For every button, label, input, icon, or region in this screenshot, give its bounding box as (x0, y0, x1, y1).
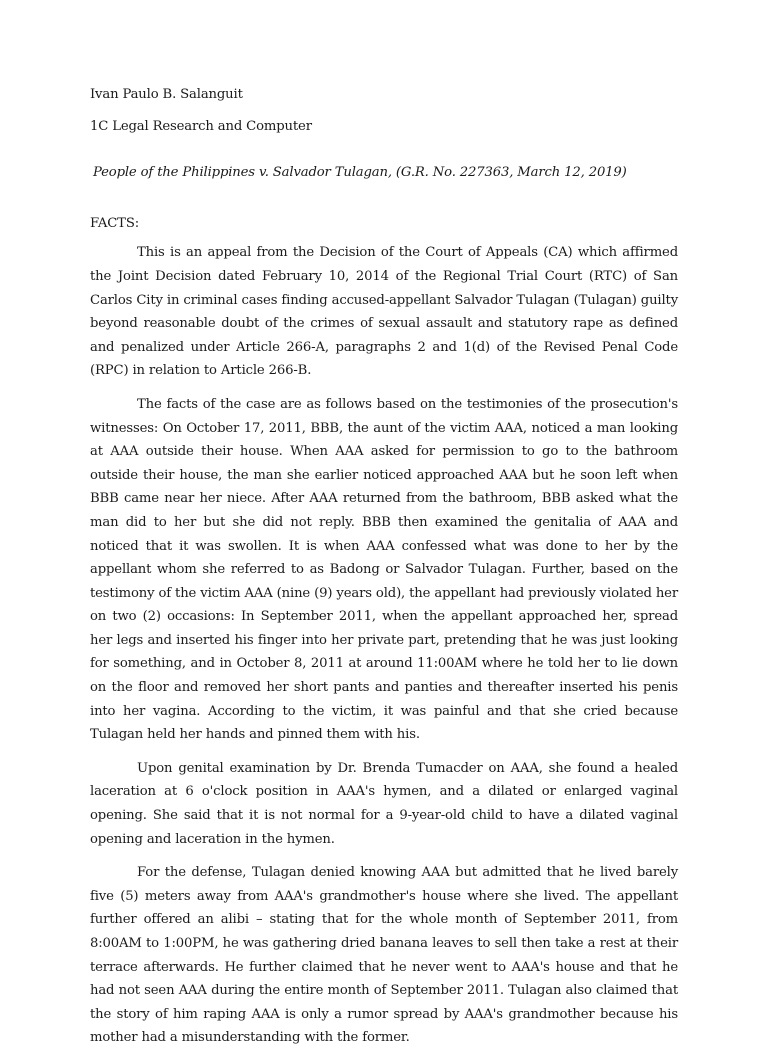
section-heading-facts: FACTS: (90, 215, 139, 231)
paragraph-defense: For the defense, Tulagan denied knowing AAA but admitted that he lived barely five (5) meters away from AAA's grandmother's house where she lived. The appellant further offered an alibi – stating that for the whole month of September 2011, from 8:00AM to 1:00PM, he was gathering dried banana leaves to sell then take a rest at their terrace afterwards. He further claimed that he never went to AAA's house and that he had not seen AAA during the entire month of September 2011. Tulagan also claimed that the story of him raping AAA is only a rumor spread by AAA's grandmother because his mother had a misunderstanding with the former. (90, 865, 678, 1046)
paragraph-prosecution-facts: The facts of the case are as follows based on the testimonies of the prosecution's witnesses: On October 17, 2011, BBB, the aunt of the victim AAA, noticed a man looking at AAA outside their house. When AAA asked for permission to go to the bathroom outside their house, the man she earlier noticed approached AAA but he soon left when BBB came near her niece. After AAA returned from the bathroom, BBB asked what the man did to her but she did not reply. BBB then examined the genitalia of AAA and noticed that it was swollen. It is when AAA confessed what was done to her by the appellant whom she referred to as Badong or Salvador Tulagan. Further, based on the testimony of the victim AAA (nine (9) years old), the appellant had previously violated her on two (2) occasions: In September 2011, when the appellant approached her, spread her legs and inserted his finger into her private part, pretending that he was just looking for something, and in October 8, 2011 at around 11:00AM where he told her to lie down on the floor and removed her short pants and panties and thereafter inserted his penis into her vagina. According to the victim, it was painful and that she cried because Tulagan held her hands and pinned them with his. (90, 396, 678, 743)
paragraph-appeal: This is an appeal from the Decision of the Court of Appeals (CA) which affirmed the Joint Decision dated February 10, 2014 of the Regional Trial Court (RTC) of San Carlos City in criminal cases finding accused-appellant Salvador Tulagan (Tulagan) guilty beyond reasonable doubt of the crimes of sexual assault and statutory rape as defined and penalized under Article 266-A, paragraphs 2 and 1(d) of the Revised Penal Code (RPC) in relation to Article 266-B. (90, 245, 678, 379)
course-name: 1C Legal Research and Computer (90, 118, 312, 134)
case-title: People of the Philippines v. Salvador Tulagan, (G.R. No. 227363, March 12, 2019) (93, 165, 627, 181)
author-name: Ivan Paulo B. Salanguit (90, 87, 243, 102)
document-page (90, 83, 678, 1050)
paragraph-medical-examination: Upon genital examination by Dr. Brenda Tumacder on AAA, she found a healed laceration at 6 o'clock position in AAA's hymen, and a dilated or enlarged vaginal opening. She said that it is not normal for a 9-year-old child to have a dilated vaginal opening and laceration in the hymen. (90, 760, 678, 847)
